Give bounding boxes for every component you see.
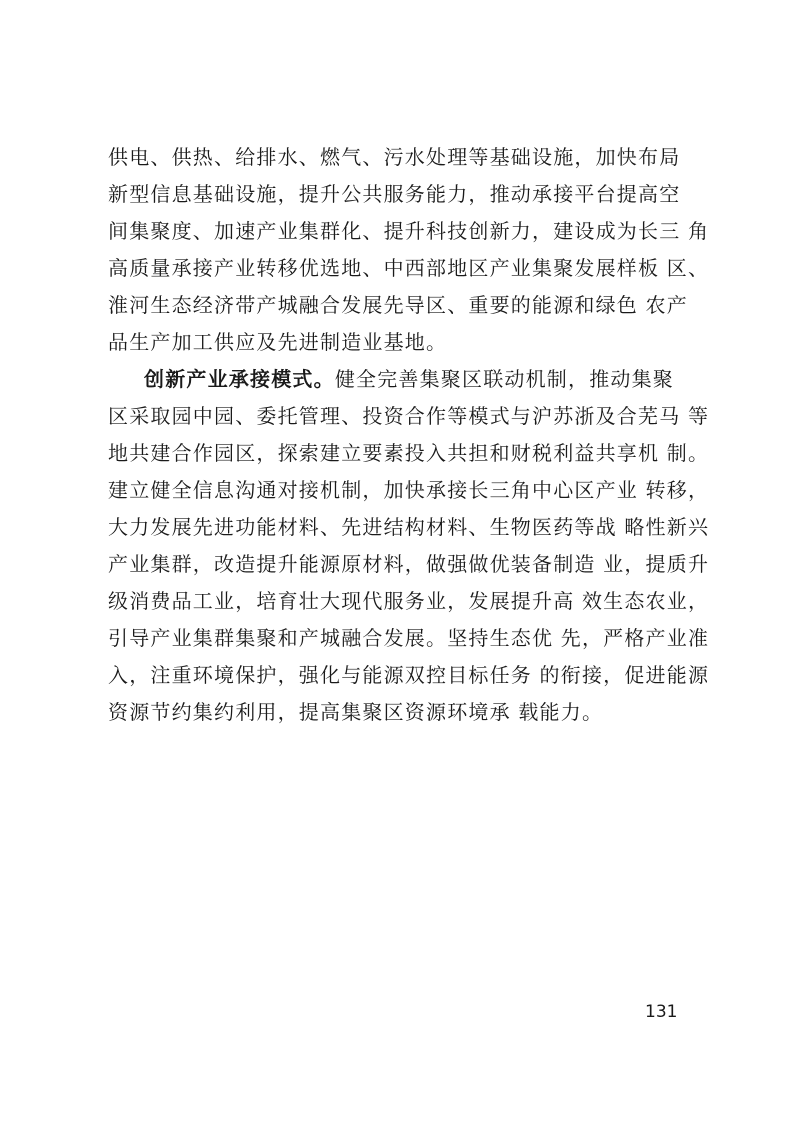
page-number: 131: [645, 1002, 678, 1022]
text-line: 引导产业集群集聚和产城融合发展。坚持生态优 先，严格产业准: [108, 626, 710, 650]
paragraph-innovation-mode: [108, 361, 710, 731]
text-line: 资源节约集约利用，提高集聚区资源环境承 载能力。: [108, 700, 604, 724]
text-line-rest: 健全完善集聚区联动机制，推动集聚: [334, 367, 675, 391]
text-line: 品生产加工供应及先进制造业基地。: [108, 330, 448, 354]
text-line: 区采取园中园、委托管理、投资合作等模式与沪苏浙及合芜马 等: [108, 404, 710, 428]
text-line: 建立健全信息沟通对接机制，加快承接长三角中心区产业 转移，: [108, 478, 710, 502]
text-line: 淮河生态经济带产城融合发展先导区、重要的能源和绿色 农产: [108, 293, 688, 317]
text-line: 间集聚度、加速产业集群化、提升科技创新力，建设成为长三 角: [108, 219, 710, 243]
text-line: 地共建合作园区，探索建立要素投入共担和财税利益共享机 制。: [108, 441, 710, 465]
text-line: 新型信息基础设施，提升公共服务能力，推动承接平台提高空: [108, 182, 681, 206]
text-line: 产业集群，改造提升能源原材料，做强做优装备制造 业，提质升: [108, 552, 710, 576]
paragraph-heading: 创新产业承接模式。: [144, 367, 335, 391]
text-line: 级消费品工业，培育壮大现代服务业，发展提升高 效生态农业，: [108, 589, 710, 613]
body-text: [108, 139, 710, 731]
paragraph-infrastructure: [108, 139, 710, 361]
text-line: 入，注重环境保护，强化与能源双控目标任务 的衔接，促进能源: [108, 663, 710, 687]
text-line: 大力发展先进功能材料、先进结构材料、生物医药等战 略性新兴: [108, 515, 710, 539]
text-line: 供电、供热、给排水、燃气、污水处理等基础设施，加快布局: [108, 145, 681, 169]
text-line-first: [108, 361, 698, 398]
text-line: 高质量承接产业转移优选地、中西部地区产业集聚发展样板 区、: [108, 256, 710, 280]
